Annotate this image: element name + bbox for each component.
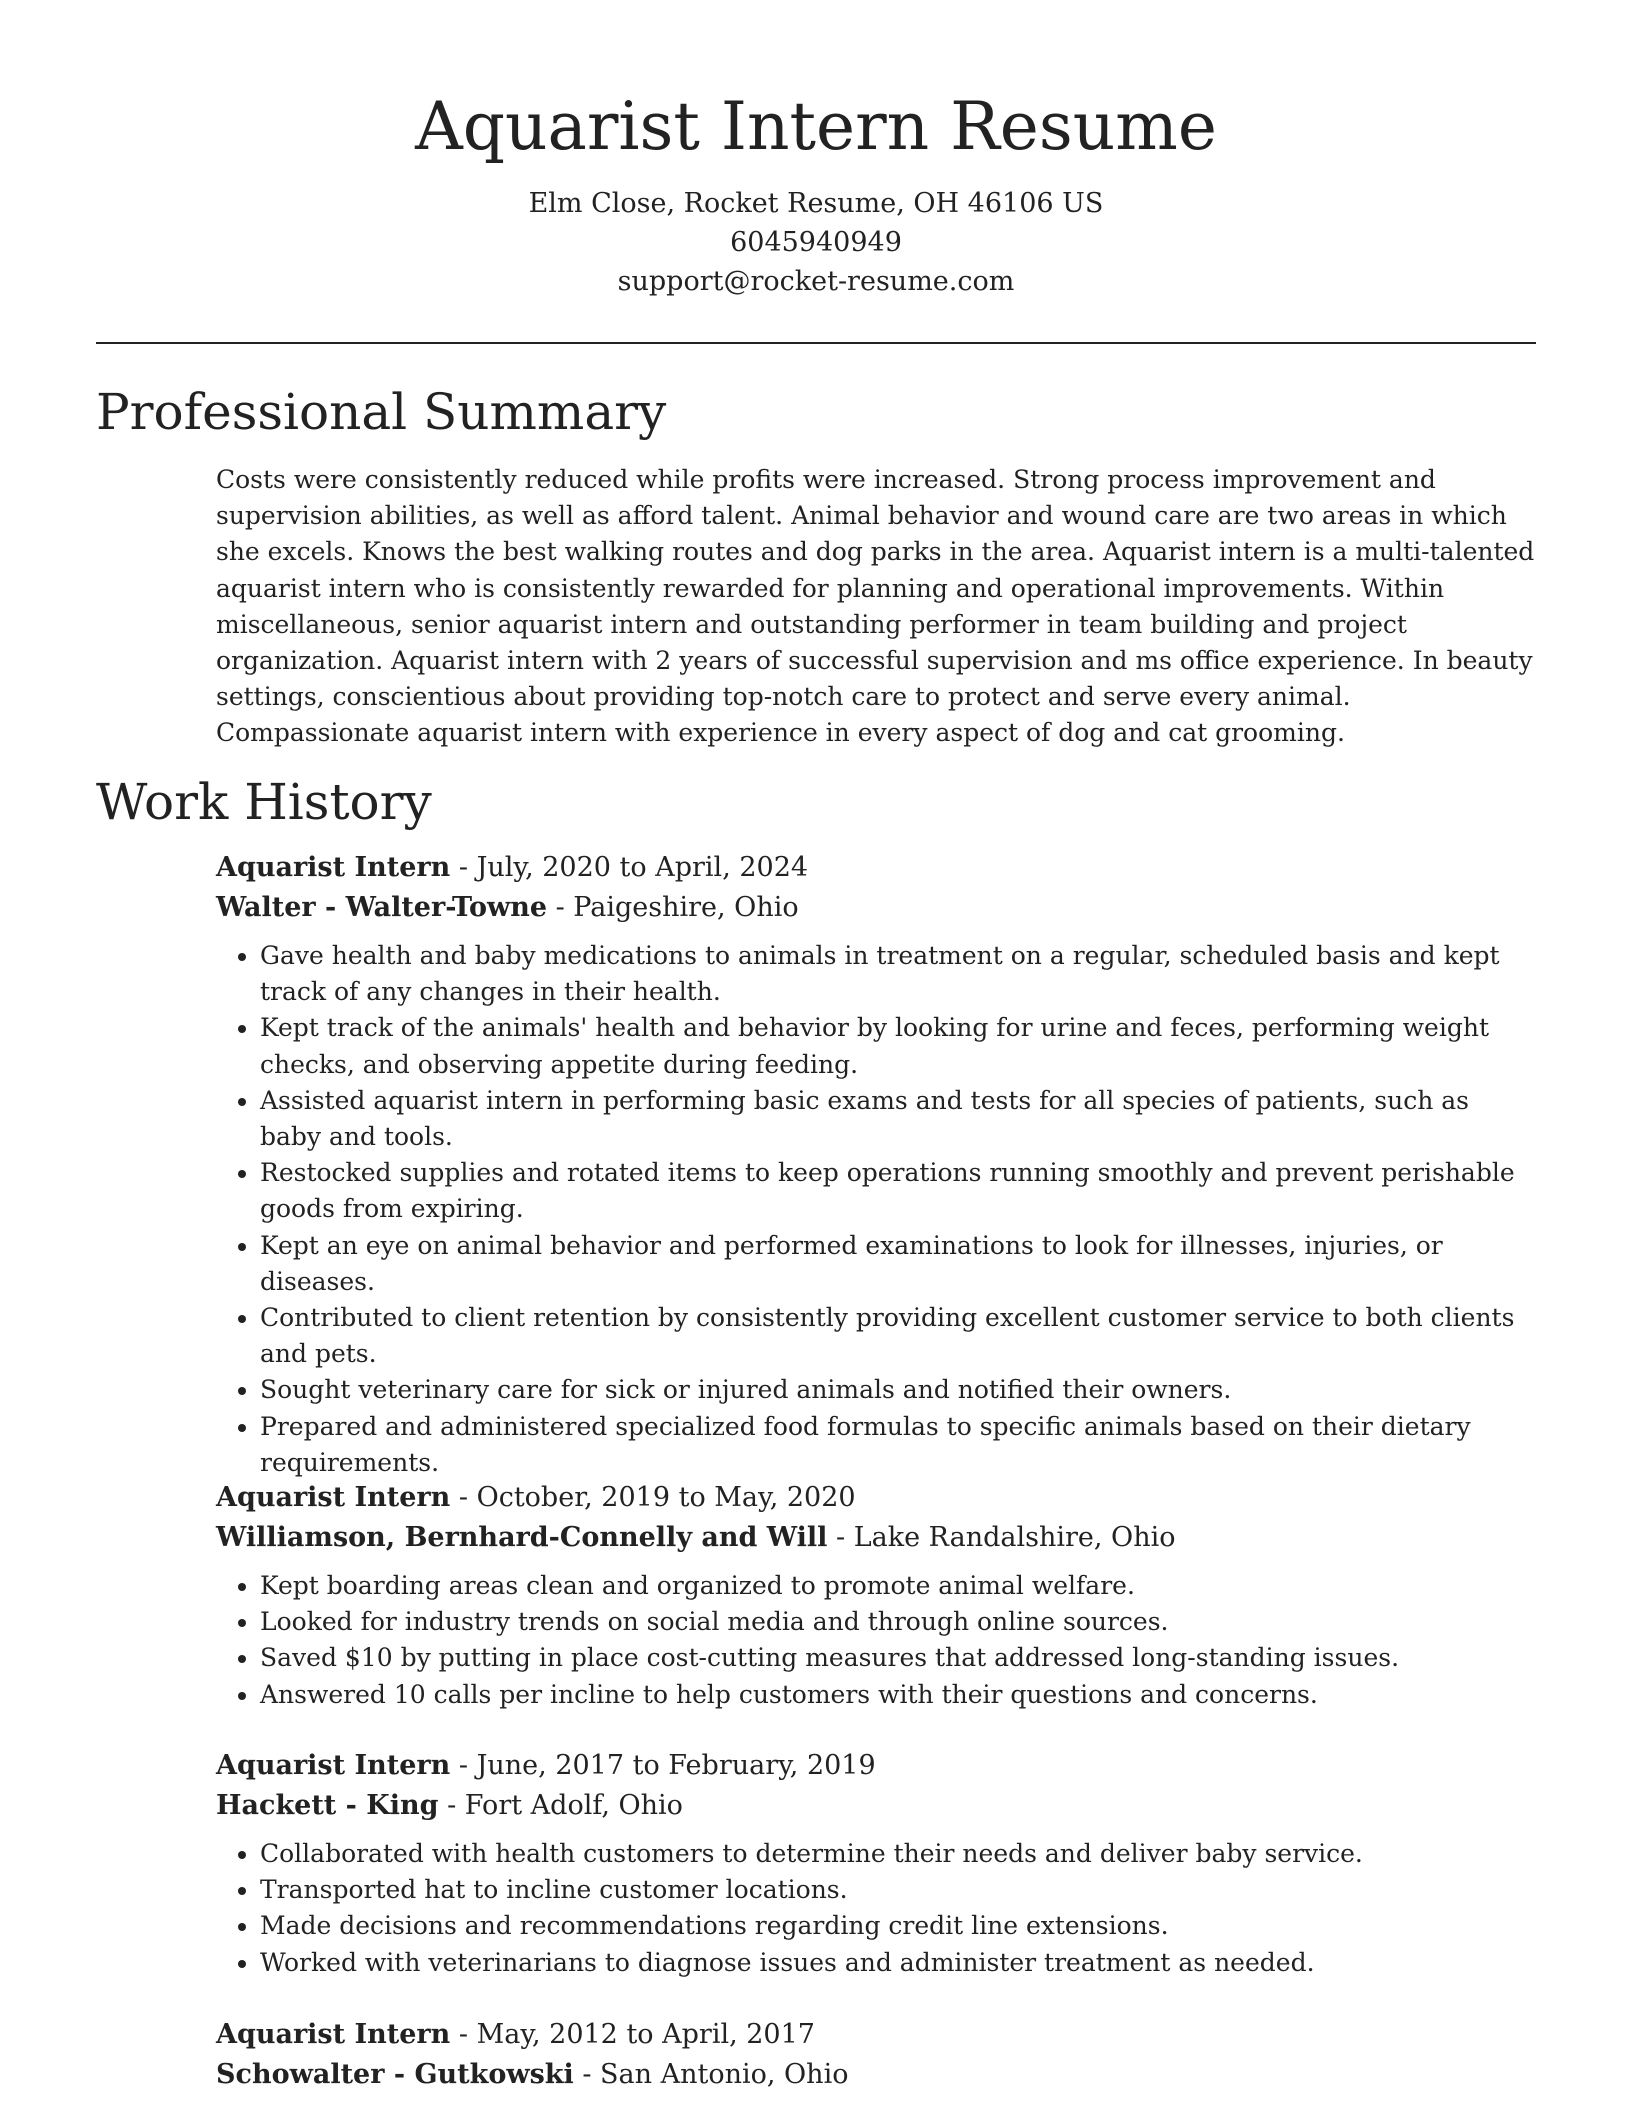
job-company-line (216, 2055, 1536, 2095)
job-bullet: • Prepared and administered specialized food formulas to specific animals based on their dietary requirements. (260, 1409, 1536, 1481)
job-dates: - June, 2017 to February, 2019 (450, 1750, 876, 1781)
job-bullet: • Kept boarding areas clean and organized to promote animal welfare. (260, 1568, 1536, 1604)
job-title: Aquarist Intern (216, 852, 451, 883)
contact-phone: 6045940949 (730, 227, 902, 258)
job-bullet: • Looked for industry trends on social media and through online sources. (260, 1604, 1536, 1640)
job-entry (216, 848, 1536, 1481)
job-bullets (216, 1836, 1536, 1981)
job-location: - Paigeshire, Ohio (547, 892, 799, 923)
job-bullet: • Collaborated with health customers to determine their needs and deliver baby service. (260, 1836, 1536, 1872)
job-entry (216, 2015, 1536, 2095)
job-bullet: • Contributed to client retention by consistently providing excellent customer service to both clients and pets. (260, 1300, 1536, 1372)
job-company: Hackett - King (216, 1790, 439, 1821)
job-company-line (216, 1518, 1536, 1558)
job-bullet: • Gave health and baby medications to animals in treatment on a regular, scheduled basis and kept track of any changes in their health. (260, 938, 1536, 1010)
job-entry (216, 1478, 1536, 1713)
page-title: Aquarist Intern Resume (415, 88, 1217, 165)
contact-email: support@rocket-resume.com (617, 266, 1015, 297)
job-company: Schowalter - Gutkowski (216, 2059, 574, 2090)
job-bullet: • Kept an eye on animal behavior and performed examinations to look for illnesses, injuries, or diseases. (260, 1228, 1536, 1300)
job-company-line (216, 1786, 1536, 1826)
job-dates: - July, 2020 to April, 2024 (450, 852, 809, 883)
job-company: Williamson, Bernhard-Connelly and Will (216, 1522, 828, 1553)
job-location: - Fort Adolf, Ohio (438, 1790, 683, 1821)
job-bullet: • Answered 10 calls per incline to help customers with their questions and concerns. (260, 1677, 1536, 1713)
job-bullets (216, 938, 1536, 1481)
section-heading-summary: Professional Summary (96, 383, 667, 441)
header-divider (96, 342, 1536, 344)
resume-header (96, 80, 1536, 301)
job-bullet: • Worked with veterinarians to diagnose issues and administer treatment as needed. (260, 1945, 1536, 1981)
job-title-line (216, 1746, 1536, 1786)
contact-address: Elm Close, Rocket Resume, OH 46106 US (528, 188, 1104, 219)
job-bullet: • Sought veterinary care for sick or injured animals and notified their owners. (260, 1372, 1536, 1408)
job-bullet: • Restocked supplies and rotated items to keep operations running smoothly and prevent perishable goods from expiring. (260, 1155, 1536, 1227)
job-title: Aquarist Intern (216, 1482, 451, 1513)
job-bullets (216, 1568, 1536, 1713)
job-dates: - May, 2012 to April, 2017 (450, 2019, 815, 2050)
job-entry (216, 1746, 1536, 1981)
job-bullet: • Made decisions and recommendations regarding credit line extensions. (260, 1908, 1536, 1944)
section-heading-work-history: Work History (96, 773, 432, 831)
job-bullet: • Saved $10 by putting in place cost-cutting measures that addressed long-standing issues. (260, 1640, 1536, 1676)
job-title-line (216, 848, 1536, 888)
job-title-line (216, 2015, 1536, 2055)
job-bullet: • Assisted aquarist intern in performing basic exams and tests for all species of patients, such as baby and tools. (260, 1083, 1536, 1155)
job-dates: - October, 2019 to May, 2020 (450, 1482, 856, 1513)
job-title-line (216, 1478, 1536, 1518)
job-bullet: • Transported hat to incline customer locations. (260, 1872, 1536, 1908)
job-bullet: • Kept track of the animals' health and behavior by looking for urine and feces, performing weight checks, and observing appetite during feeding. (260, 1010, 1536, 1082)
job-company-line (216, 888, 1536, 928)
job-location: - Lake Randalshire, Ohio (827, 1522, 1176, 1553)
summary-text: Costs were consistently reduced while profits were increased. Strong process improvement and supervision abilities, as well as afford talent. Animal behavior and wound care are two areas in which she excels. Knows the best walking routes and dog parks in the area. Aquarist intern is a multi-talented aquarist intern who is consistently rewarded for planning and operational improvements. Within miscellaneous, senior aquarist intern and outstanding performer in team building and project organization. Aquarist intern with 2 years of successful supervision and ms office experience. In beauty settings, conscientious about providing top-notch care to protect and serve every animal. Compassionate aquarist intern with experience in every aspect of dog and cat grooming. (216, 465, 1535, 748)
contact-block (96, 184, 1536, 301)
job-company: Walter - Walter-Towne (216, 892, 548, 923)
job-title: Aquarist Intern (216, 2019, 451, 2050)
job-title: Aquarist Intern (216, 1750, 451, 1781)
job-location: - San Antonio, Ohio (573, 2059, 849, 2090)
